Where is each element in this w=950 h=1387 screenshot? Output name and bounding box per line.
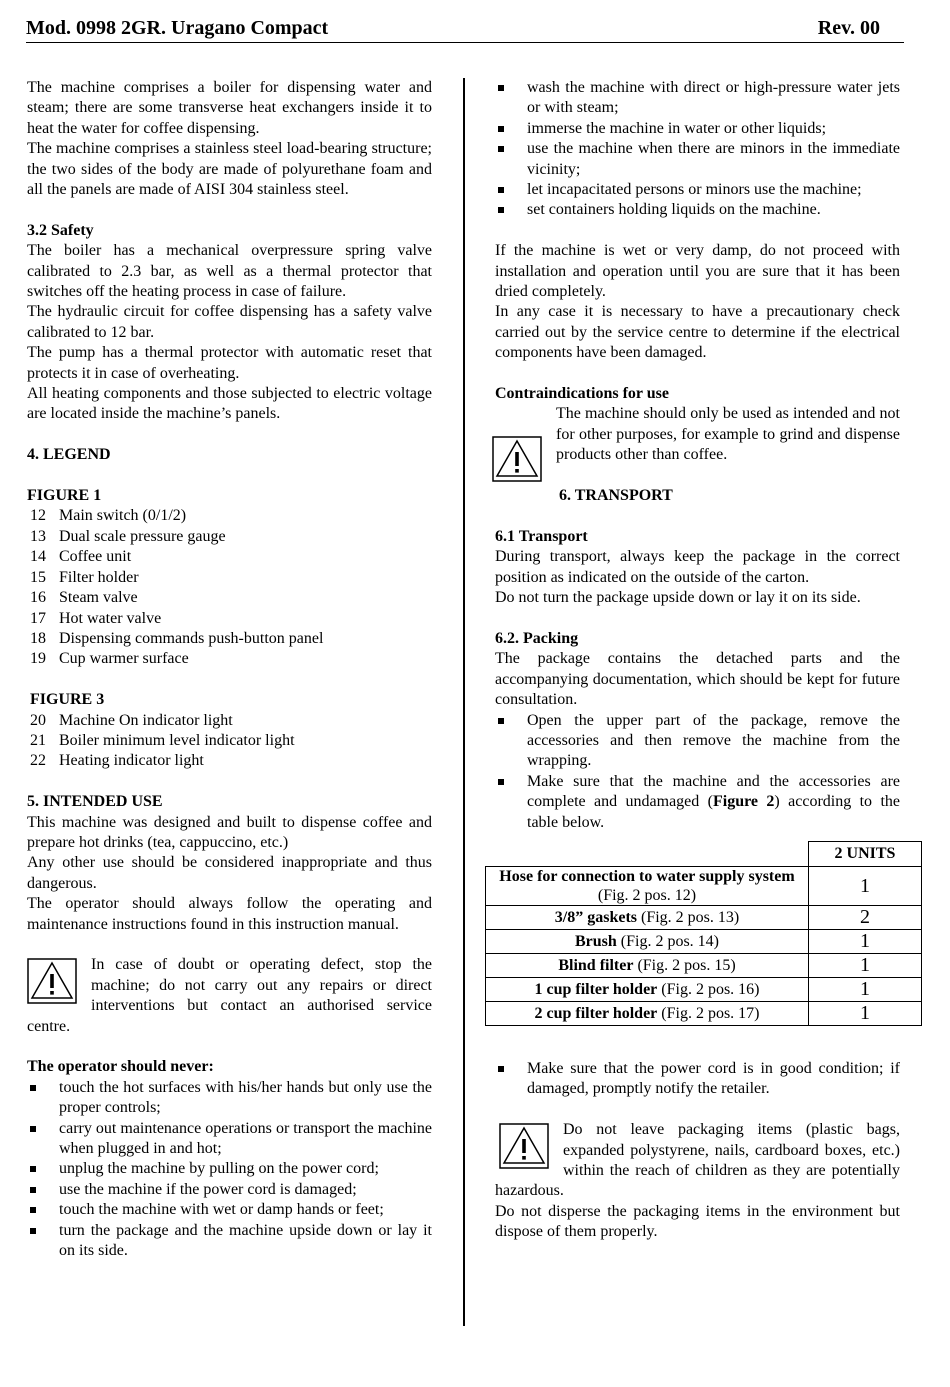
table-row: Brush (Fig. 2 pos. 14) 1 xyxy=(486,930,922,954)
legend-item: 12 Main switch (0/1/2) xyxy=(30,507,187,525)
list-item: touch the hot surfaces with his/her hands but only use the proper controls; xyxy=(27,1078,432,1119)
safety-paragraph-1: The boiler has a mechanical overpressure spring valve calibrated to 2.3 bar, as well as a thermal protector that switches off the heating process in case of failure. xyxy=(27,242,432,301)
list-item: set containers holding liquids on the machine. xyxy=(495,200,900,220)
table-header-row xyxy=(486,842,922,867)
packing-heading: 6.2. Packing xyxy=(495,629,579,647)
table-row: Blind filter (Fig. 2 pos. 15) 1 xyxy=(486,954,922,978)
warning-triangle-icon xyxy=(492,436,542,482)
table-header-units: 2 UNITS xyxy=(809,842,922,867)
warning-triangle-icon xyxy=(27,958,77,1004)
column-divider xyxy=(463,78,465,1326)
figure-1-list xyxy=(27,506,432,669)
legend-item: 22 Heating indicator light xyxy=(30,752,204,770)
intro-paragraph-1: The machine comprises a boiler for dispensing water and steam; there are some transverse heat exchangers inside it to heat the water for coffee dispensing. xyxy=(27,79,432,137)
transport-paragraph-2: Do not turn the package upside down or lay it on its side. xyxy=(495,589,861,607)
legend-item: 16 Steam valve xyxy=(30,589,138,607)
list-item: turn the package and the machine upside down or lay it on its side. xyxy=(27,1221,432,1262)
list-item: use the machine when there are minors in the immediate vicinity; xyxy=(495,139,900,180)
right-column-lower xyxy=(495,1059,900,1243)
intended-use-paragraph-3: The operator should always follow the operating and maintenance instructions found in this instruction manual. xyxy=(27,895,432,933)
legend-item: 21 Boiler minimum level indicator light xyxy=(30,731,295,749)
legend-item: 15 Filter holder xyxy=(30,568,139,586)
legend-item: 14 Coffee unit xyxy=(30,548,132,566)
list-item: unplug the machine by pulling on the power cord; xyxy=(27,1159,432,1179)
operator-never-list xyxy=(27,1078,432,1262)
list-item: immerse the machine in water or other liquids; xyxy=(495,119,900,139)
document-title: Mod. 0998 2GR. Uragano Compact xyxy=(26,17,329,39)
transport-paragraph-1: During transport, always keep the package in the correct position as indicated on the outside of the carton. xyxy=(495,548,900,586)
parts-table xyxy=(485,841,922,1026)
warning-block-1 xyxy=(27,955,432,1037)
legend-item: 18 Dispensing commands push-button panel xyxy=(30,629,324,647)
safety-paragraph-3: The pump has a thermal protector with automatic reset that protects it in case of overheating. xyxy=(27,344,432,382)
list-item: Make sure that the machine and the accessories are complete and undamaged (Figure 2) according to the table below. xyxy=(495,772,900,833)
operator-never-list-continued xyxy=(495,78,900,221)
contraindications-heading: Contraindications for use xyxy=(495,385,669,403)
safety-paragraph-4: All heating components and those subjected to electric voltage are located inside the machine’s panels. xyxy=(27,385,432,423)
list-item: let incapacitated persons or minors use the machine; xyxy=(495,180,900,200)
page-header xyxy=(26,16,904,43)
cord-list xyxy=(495,1059,900,1100)
contraindications-paragraph: The machine should only be used as intended and not for other purposes, for example to grind and dispense products other than coffee. xyxy=(495,404,900,465)
packing-list xyxy=(495,711,900,833)
intended-use-paragraph-2: Any other use should be considered inappropriate and thus dangerous. xyxy=(27,854,432,892)
wet-paragraph-2: In any case it is necessary to have a precautionary check carried out by the service centre to determine if the electrical components have been damaged. xyxy=(495,303,900,362)
right-column xyxy=(495,78,900,833)
table-row: 1 cup filter holder (Fig. 2 pos. 16) 1 xyxy=(486,978,922,1002)
legend-item: 13 Dual scale pressure gauge xyxy=(30,527,226,545)
table-row: Hose for connection to water supply system (Fig. 2 pos. 12) 1 xyxy=(486,867,922,906)
transport-subheading: 6.1 Transport xyxy=(495,527,588,545)
intended-use-paragraph-1: This machine was designed and built to dispense coffee and prepare hot drinks (tea, cappuccino, etc.) xyxy=(27,813,432,851)
figure-1-heading: FIGURE 1 xyxy=(27,487,102,505)
safety-heading: 3.2 Safety xyxy=(27,221,94,239)
wet-paragraph-1: If the machine is wet or very damp, do not proceed with installation and operation until you are sure that it has been dried completely. xyxy=(495,242,900,301)
list-item: Open the upper part of the package, remove the accessories and then remove the machine from the wrapping. xyxy=(495,711,900,772)
figure-3-list xyxy=(27,711,432,772)
intro-paragraph-2: The machine comprises a stainless steel load-bearing structure; the two sides of the body are made of polyurethane foam and all the panels are made of AISI 304 stainless steel. xyxy=(27,140,432,199)
warning-triangle-icon xyxy=(499,1123,549,1169)
operator-never-heading: The operator should never: xyxy=(27,1058,214,1076)
list-item: Make sure that the power cord is in good condition; if damaged, promptly notify the retailer. xyxy=(495,1059,900,1100)
legend-item: 20 Machine On indicator light xyxy=(30,711,233,729)
contraindications-block xyxy=(495,404,900,506)
transport-heading: 6. TRANSPORT xyxy=(559,487,673,505)
legend-item: 17 Hot water valve xyxy=(30,609,162,627)
list-item: carry out maintenance operations or transport the machine when plugged in and hot; xyxy=(27,1119,432,1160)
table-row: 3/8” gaskets (Fig. 2 pos. 13) 2 xyxy=(486,906,922,930)
list-item: touch the machine with wet or damp hands or feet; xyxy=(27,1200,432,1220)
legend-heading: 4. LEGEND xyxy=(27,446,111,464)
warning-block-2 xyxy=(495,1120,900,1202)
dispose-paragraph: Do not disperse the packaging items in the environment but dispose of them properly. xyxy=(495,1202,900,1241)
revision-label: Rev. 00 xyxy=(817,17,880,39)
left-column xyxy=(27,78,432,1261)
legend-item: 19 Cup warmer surface xyxy=(30,650,189,668)
intended-use-heading: 5. INTENDED USE xyxy=(27,793,163,811)
safety-paragraph-2: The hydraulic circuit for coffee dispensing has a safety valve calibrated to 12 bar. xyxy=(27,303,432,341)
figure-3-heading: FIGURE 3 xyxy=(30,691,105,709)
list-item: wash the machine with direct or high-pressure water jets or with steam; xyxy=(495,78,900,119)
warning-text-2: Do not leave packaging items (plastic bags, expanded polystyrene, nails, cardboard boxes, etc.) within the reach of children as they are potentially hazardous. xyxy=(495,1121,900,1200)
packing-paragraph: The package contains the detached parts and the accompanying documentation, which should be kept for future consultation. xyxy=(495,650,900,709)
list-item: use the machine if the power cord is damaged; xyxy=(27,1180,432,1200)
table-row: 2 cup filter holder (Fig. 2 pos. 17) 1 xyxy=(486,1002,922,1026)
warning-text-1: In case of doubt or operating defect, stop the machine; do not carry out any repairs or direct interventions but contact an authorised service centre. xyxy=(27,956,432,1035)
